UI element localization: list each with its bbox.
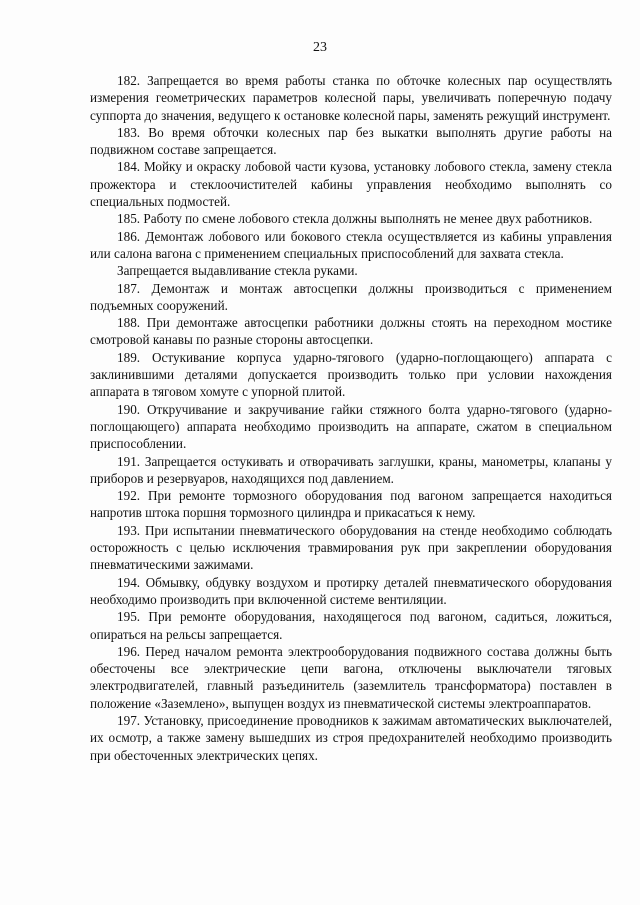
paragraph-193: 193. При испытании пневматического оборудования на стенде необходимо соблюдать осторожность с целью исключения травмирования рук при закреплении оборудования пневматическими зажимами. <box>90 522 612 573</box>
paragraph-188: 188. При демонтаже автосцепки работники должны стоять на переходном мостике смотровой канавы по разные стороны автосцепки. <box>90 315 612 348</box>
paragraph-192: 192. При ремонте тормозного оборудования под вагоном запрещается находиться напротив штока поршня тормозного цилиндра и прикасаться к нему. <box>90 488 612 521</box>
paragraph-195: 195. При ремонте оборудования, находящегося под вагоном, садиться, ложиться, опираться на рельсы запрещается. <box>90 609 612 642</box>
paragraph-191: 191. Запрещается остукивать и отворачивать заглушки, краны, манометры, клапаны у приборов и резервуаров, находящихся под давлением. <box>90 453 612 486</box>
paragraph-194: 194. Обмывку, обдувку воздухом и протирку деталей пневматического оборудования необходимо производить при включенной системе вентиляции. <box>90 574 612 607</box>
paragraph-187: 187. Демонтаж и монтаж автосцепки должны производиться с применением подъемных сооружений. <box>90 280 612 313</box>
paragraph-184: 184. Мойку и окраску лобовой части кузова, установку лобового стекла, замену стекла прожектора и стеклоочистителей кабины управления необходимо выполнять со специальных подмостей. <box>90 159 612 210</box>
document-body <box>90 72 612 764</box>
paragraph-197: 197. Установку, присоединение проводников к зажимам автоматических выключателей, их осмотр, а также замену вышедших из строя предохранителей необходимо производить при обесточенных электрических цепях. <box>90 712 612 763</box>
paragraph-185: 185. Работу по смене лобового стекла должны выполнять не менее двух работников. <box>117 211 593 227</box>
page-number: 23 <box>313 40 327 55</box>
paragraph-186-note: Запрещается выдавливание стекла руками. <box>117 263 358 279</box>
paragraph-183: 183. Во время обточки колесных пар без выкатки выполнять другие работы на подвижном составе запрещается. <box>90 124 612 158</box>
paragraph-189: 189. Остукивание корпуса ударно-тягового (ударно-поглощающего) аппарата с заклинившими деталями допускается производить только при условии нахождения аппарата в тяговом хомуте с упорной плитой. <box>90 349 612 400</box>
paragraph-190: 190. Откручивание и закручивание гайки стяжного болта ударно-тягового (ударно-поглощающего) аппарата необходимо производить на аппарате, сжатом в специальном приспособлении. <box>90 401 612 452</box>
paragraph-186: 186. Демонтаж лобового или бокового стекла осуществляется из кабины управления или салона вагона с применением специальных приспособлений для захвата стекла. <box>90 228 612 261</box>
paragraph-196: 196. Перед началом ремонта электрооборудования подвижного состава должны быть обесточены все электрические цепи вагона, отключены выключатели тяговых электродвигателей, главный разъединитель (заземлитель трансформатора) поставлен в положение «Заземлено», выпущен воздух из пневматической системы электроаппаратов. <box>90 643 612 711</box>
paragraph-182: 182. Запрещается во время работы станка по обточке колесных пар осуществлять измерения геометрических параметров колесной пары, увеличивать поперечную подачу суппорта до значения, ведущего к остановке колесной пары, заменять режущий инструмент. <box>90 73 612 123</box>
